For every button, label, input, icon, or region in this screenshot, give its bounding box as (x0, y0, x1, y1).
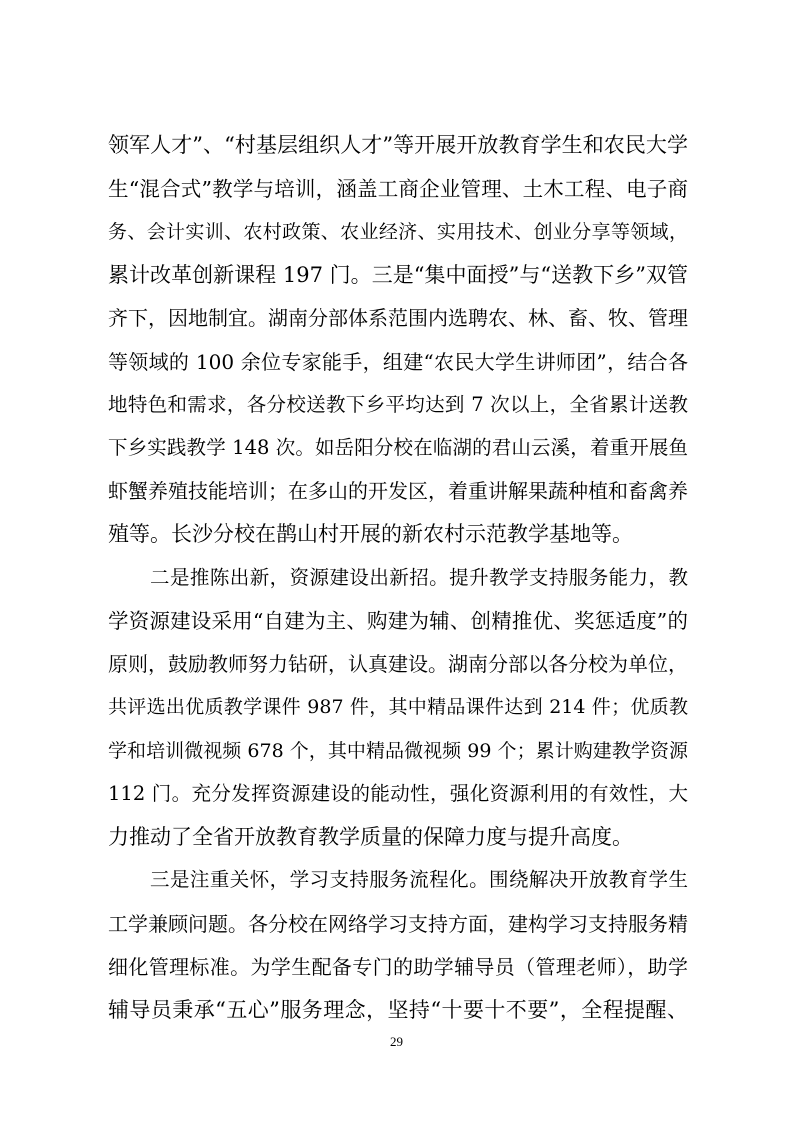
text-line: 细化管理标准。为学生配备专门的助学辅导员（管理老师），助学 (108, 955, 688, 979)
text-line: 学和培训微视频 678 个，其中精品微视频 99 个；累计购建教学资源 (108, 740, 688, 762)
text-line: 务、会计实训、农村政策、农业经济、实用技术、创业分享等领域， (108, 221, 688, 243)
text-line: 等领域的 100 余位专家能手，组建“农民大学生讲师团”，结合各 (108, 350, 688, 374)
page-number: 29 (390, 1034, 403, 1049)
text-line: 累计改革创新课程 197 门。三是“集中面授”与“送教下乡”双管 (108, 263, 688, 287)
text-line: 地特色和需求，各分校送教下乡平均达到 7 次以上，全省累计送教 (108, 393, 688, 416)
text-line: 领军人才”、“村基层组织人才”等开展开放教育学生和农民大学 (108, 133, 688, 157)
text-line: 二是推陈出新，资源建设出新招。提升教学支持服务能力，教 (150, 566, 688, 589)
text-line: 下乡实践教学 148 次。如岳阳分校在临湖的君山云溪，着重开展鱼 (108, 436, 688, 459)
text-line: 殖等。长沙分校在鹊山村开展的新农村示范教学基地等。 (108, 522, 633, 546)
text-line: 虾蟹养殖技能培训；在多山的开发区，着重讲解果蔬种植和畜禽养 (108, 479, 688, 503)
text-line: 原则，鼓励教师努力钻研，认真建设。湖南分部以各分校为单位， (108, 652, 688, 676)
text-line: 齐下，因地制宜。湖南分部体系范围内选聘农、林、畜、牧、管理 (108, 306, 688, 330)
text-line: 三是注重关怀，学习支持服务流程化。围绕解决开放教育学生 (150, 868, 688, 891)
text-line: 辅导员秉承“五心”服务理念，坚持“十要十不要”，全程提醒、 (108, 998, 688, 1022)
text-line: 112 门。充分发挥资源建设的能动性，强化资源利用的有效性，大 (108, 782, 688, 805)
text-line: 生“混合式”教学与培训，涵盖工商企业管理、土木工程、电子商 (108, 177, 688, 201)
text-line: 力推动了全省开放教育教学质量的保障力度与提升高度。 (108, 825, 633, 849)
text-line: 共评选出优质教学课件 987 件，其中精品课件达到 214 件；优质教 (108, 696, 688, 718)
text-line: 学资源建设采用“自建为主、购建为辅、创精推优、奖惩适度”的 (108, 609, 688, 633)
text-line: 工学兼顾问题。各分校在网络学习支持方面，建构学习支持服务精 (108, 912, 688, 936)
